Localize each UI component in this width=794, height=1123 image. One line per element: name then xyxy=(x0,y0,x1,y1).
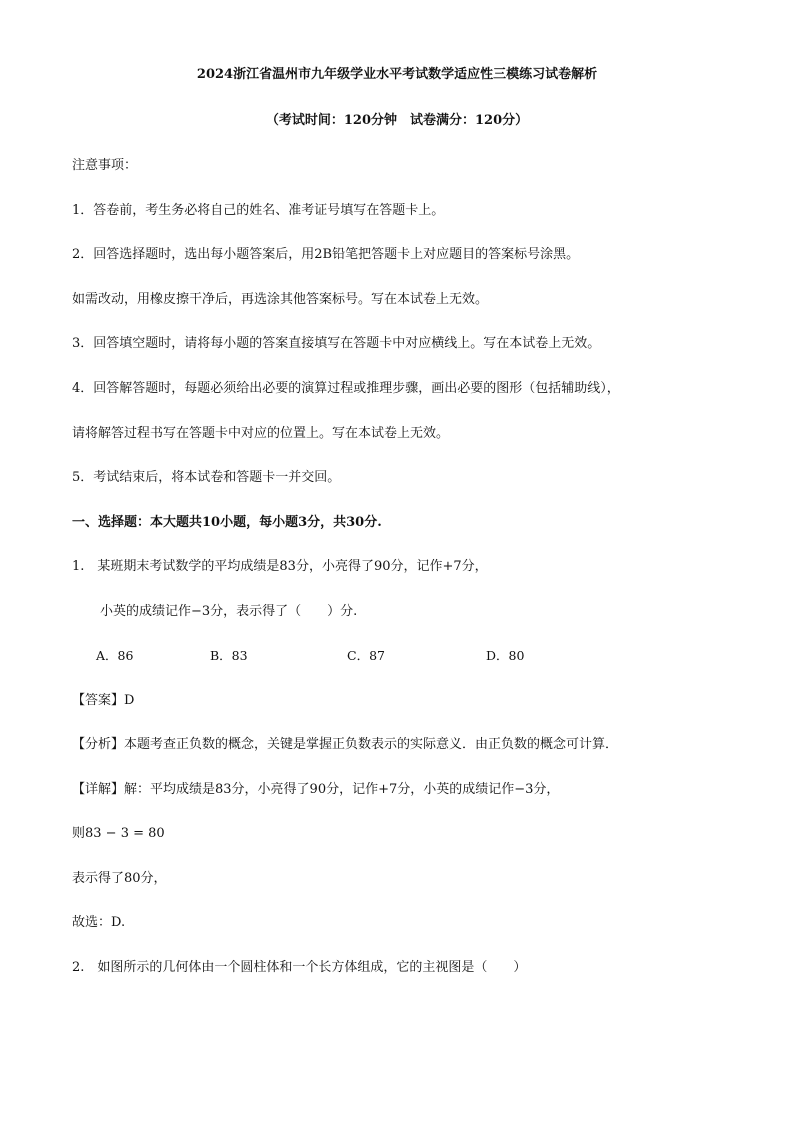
notice-item: 如需改动，用橡皮擦干净后，再选涂其他答案标号。写在本试卷上无效。 xyxy=(72,292,489,307)
solution-step: 故选：D. xyxy=(72,915,126,930)
notice-heading: 注意事项： xyxy=(72,158,138,173)
exam-title: 2024浙江省温州市九年级学业水平考试数学适应性三模练习试卷解析 xyxy=(196,67,598,82)
detail-line: 【详解】解：平均成绩是83分，小亮得了90分，记作+7分，小英的成绩记作−3分， xyxy=(72,782,560,797)
answer-line: 【答案】D xyxy=(72,693,135,708)
section-heading: 一、选择题：本大题共10小题，每小题3分，共30分. xyxy=(72,515,382,530)
analysis-line: 【分析】本题考查正负数的概念，关键是掌握正负数表示的实际意义．由正负数的概念可计算． xyxy=(72,737,619,752)
solution-step: 表示得了80分， xyxy=(72,871,167,886)
solution-step: 则83 − 3 = 80 xyxy=(72,826,165,841)
notice-item: 4．回答解答题时，每题必须给出必要的演算过程或推理步骤，画出必要的图形（包括辅助线）， xyxy=(72,381,620,396)
notice-item: 3．回答填空题时，请将每小题的答案直接填写在答题卡中对应横线上。写在本试卷上无效。 xyxy=(72,336,601,351)
notice-item: 5．考试结束后，将本试卷和答题卡一并交回。 xyxy=(72,470,341,485)
option-a: A．86 xyxy=(96,648,134,663)
question-2-stem: 2. 如图所示的几何体由一个圆柱体和一个长方体组成，它的主视图是（ ） xyxy=(72,960,527,975)
notice-item: 1．答卷前，考生务必将自己的姓名、准考证号填写在答题卡上。 xyxy=(72,203,445,218)
option-b: B．83 xyxy=(210,648,248,663)
notice-item: 2．回答选择题时，选出每小题答案后，用2B铅笔把答题卡上对应题目的答案标号涂黑。 xyxy=(72,247,580,262)
notice-item: 请将解答过程书写在答题卡中对应的位置上。写在本试卷上无效。 xyxy=(72,426,450,441)
question-1-stem: 1. 某班期末考试数学的平均成绩是83分，小亮得了90分，记作+7分， xyxy=(72,559,488,574)
exam-subtitle: （考试时间：120分钟 试卷满分：120分） xyxy=(265,113,529,128)
option-c: C．87 xyxy=(347,648,385,663)
question-1-stem-cont: 小英的成绩记作−3分，表示得了（ ）分. xyxy=(100,604,358,619)
option-d: D．80 xyxy=(486,648,525,663)
